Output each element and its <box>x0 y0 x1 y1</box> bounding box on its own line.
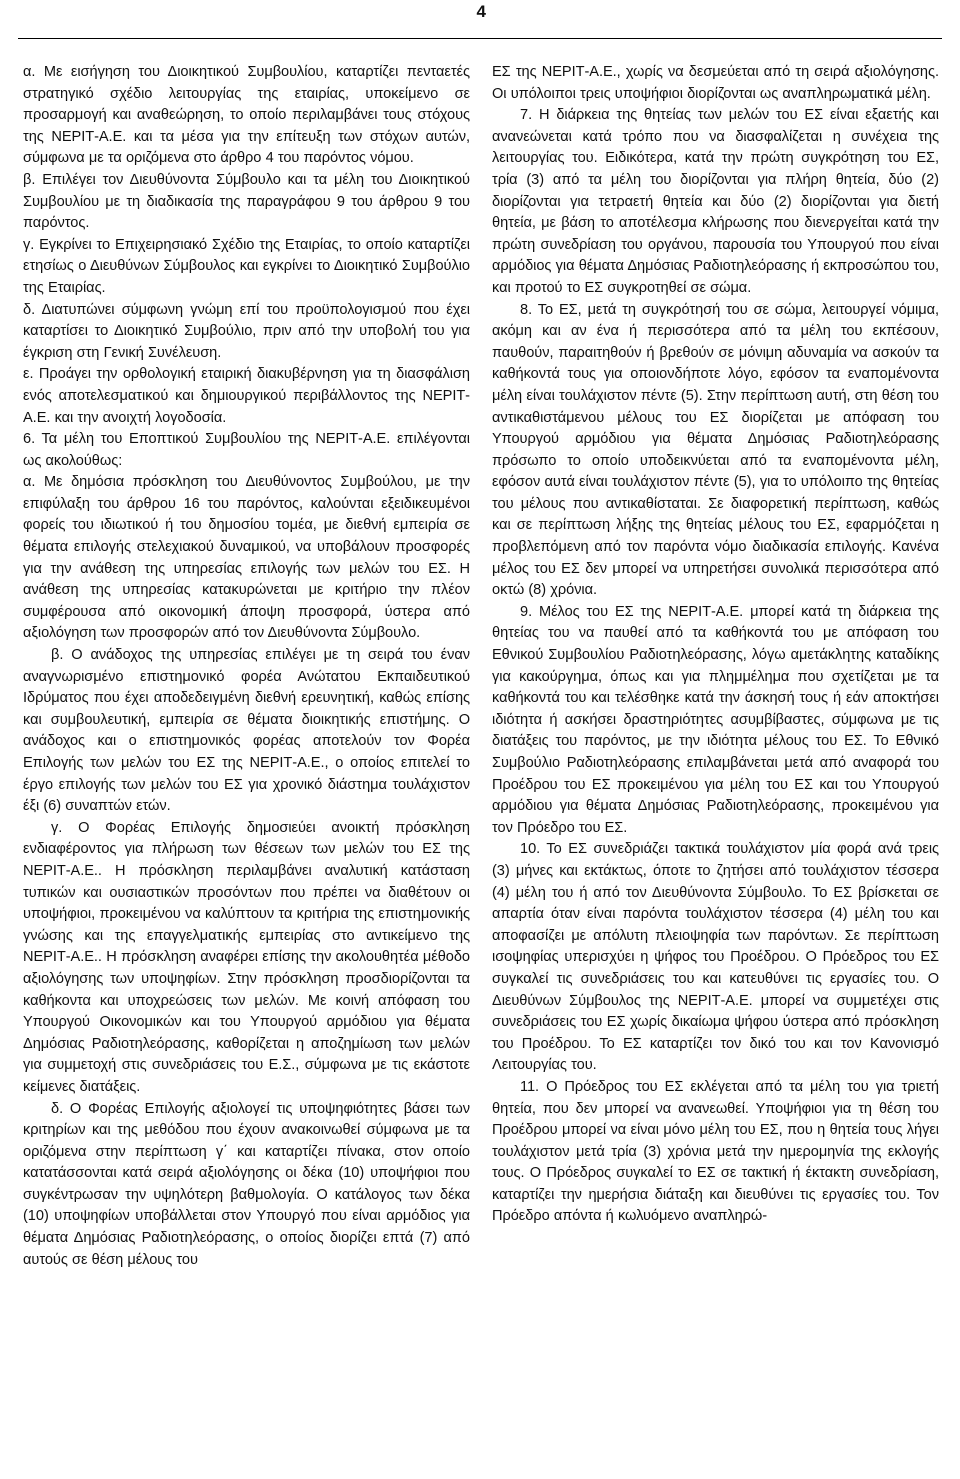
paragraph: β. Ο ανάδοχος της υπηρεσίας επιλέγει με τη σειρά του έναν αναγνωρισμένο επιστημονικό φορέα Ανώτατου Εκπαιδευτικού Ιδρύματος που έχει αποδεδειγμένη διεθνή ερευνητική, καθώς επίσης και συμβουλευτική, εμπειρία σε θέματα διοικητικής επιστήμης. Ο ανάδοχος και ο επιστημονικός φορέας αποτελούν τον Φορέα Επιλογής των μελών του ΕΣ της ΝΕΡΙΤ-Α.Ε., ο οποίος επιτελεί το έργο επιλογής των μελών του ΕΣ για χρονικό διάστημα τουλάχιστον έξι (6) συναπτών ετών. <box>23 647 470 815</box>
paragraph: 8. Το ΕΣ, μετά τη συγκρότησή του σε σώμα, λειτουργεί νόμιμα, ακόμη και αν ένα ή περισσότερα από τα μέλη του εκπέσουν, παυθούν, παραιτηθούν ή βρεθούν σε μόνιμη αδυναμία να ασκούν τα καθήκοντά τους για οποιονδήποτε λόγο, εφόσον τα εναπομένοντα μέλη είναι τουλάχιστον πέντε (5). Στην περίπτωση αυτή, στη θέση του αντικαθιστάμενου μέλους του ΕΣ διορίζεται με απόφαση του Υπουργού αρμόδιου για θέματα Δημόσιας Ραδιοτηλεόρασης πρόσωπο το οποίο υποδεικνύεται από τα εναπομένοντα μέλη, εφόσον αυτά είναι τουλάχιστον πέντε (5), για το υπόλοιπο της θητείας του μέλους που αντικαθίσταται. Σε διαφορετική περίπτωση, καθώς και σε περίπτωση λήξης της θητείας μέλους του ΕΣ, εφαρμόζεται η προβλεπόμενη από τον παρόντα νόμο διαδικασία επιλογής. Κανένα μέλος του ΕΣ δεν μπορεί να υπηρετήσει συνολικά περισσότερα από οκτώ (8) χρόνια. <box>492 301 939 599</box>
page-number: 4 <box>476 2 486 21</box>
paragraph: γ. Ο Φορέας Επιλογής δημοσιεύει ανοικτή πρόσκληση ενδιαφέροντος για πλήρωση των θέσεων των μελών του ΕΣ της ΝΕΡΙΤ-Α.Ε.. Η πρόσκληση περιλαμβάνει αναλυτική κατάσταση τυπικών και ουσιαστικών προσόντων που πρέπει να διαθέτουν οι υποψήφιοι, προκειμένου να καλύπτουν τα κριτήρια της επιστημονικής γνώσης και της επαγγελματικής εμπειρίας στο αντικείμενο της ΝΕΡΙΤ-Α.Ε.. Η πρόσκληση αναφέρει επίσης την ακολουθητέα μέθοδο αξιολόγησης των υποψηφίων. Στην πρόσκληση προσδιορίζονται τα καθήκοντα και υποχρεώσεις των μελών. Με κοινή απόφαση του Υπουργού Οικονομικών και του Υπουργού αρμόδιου για θέματα Δημόσιας Ραδιοτηλεόρασης, καθορίζεται η αποζημίωση των μελών για συμμετοχή στις συνεδριάσεις του Ε.Σ., σύμφωνα με τις εκάστοτε κείμενες διατάξεις. <box>23 819 470 1095</box>
paragraph: α. Με εισήγηση του Διοικητικού Συμβουλίου, καταρτίζει πενταετές στρατηγικό σχέδιο λειτουργίας της εταιρίας, υποκείμενο σε προσαρμογή και αναθεώρηση, το οποίο περιλαμβάνει τους στόχους της ΝΕΡΙΤ-Α.Ε. και τα μέσα για την επίτευξη των στόχων αυτών, σύμφωνα με τα οριζόμενα στο άρθρο 4 του παρόντος νόμου. <box>23 64 470 167</box>
paragraph: ΕΣ της ΝΕΡΙΤ-Α.Ε., χωρίς να δεσμεύεται από τη σειρά αξιολόγησης. Οι υπόλοιποι τρεις υποψήφιοι διορίζονται ως αναπληρωματικά μέλη. <box>492 64 939 102</box>
paragraph: β. Επιλέγει τον Διευθύνοντα Σύμβουλο και τα μέλη του Διοικητικού Συμβουλίου με τη διαδικασία της παραγράφου 9 του άρθρου 9 του παρόντος. <box>23 171 470 232</box>
paragraph: 11. Ο Πρόεδρος του ΕΣ εκλέγεται από τα μέλη του για τριετή θητεία, που δεν μπορεί να ανανεωθεί. Υποψήφιοι για τη θέση του Προέδρου μπορεί να είναι μόνο μέλη του ΕΣ, που η θητεία τους λήγει τουλάχιστον μετά τρία (3) χρόνια μετά την ημερομηνία της εκλογής τους. Ο Πρόεδρος συγκαλεί το ΕΣ σε τακτική ή έκτακτη συνεδρίαση, καταρτίζει την ημερήσια διάταξη και διευθύνει τις εργασίες του. Τον Πρόεδρο απόντα ή κωλυόμενο αναπληρώ- <box>492 1078 939 1225</box>
paragraph: α. Με δημόσια πρόσκληση του Διευθύνοντος Συμβούλου, με την επιφύλαξη του άρθρου 16 του παρόντος, καλούνται εξειδικευμένοι φορείς του ιδιωτικού ή του δημοσίου τομέα, με διεθνή εμπειρία σε θέματα επιλογής στελεχιακού δυναμικού, να υποβάλουν προσφορές για την ανάθεση της υπηρεσίας επιλογής των μελών του ΕΣ. Η ανάθεση της υπηρεσίας κατακυρώνεται με κριτήριο την πλέον συμφέρουσα από οικονομική άποψη προσφορά, ύστερα από αξιολόγηση των προσφορών από τον Διευθύνοντα Σύμβουλο. <box>23 474 470 642</box>
paragraph: δ. Ο Φορέας Επιλογής αξιολογεί τις υποψηφιότητες βάσει των κριτηρίων και της μεθόδου που έχουν ανακοινωθεί σύμφωνα με τα οριζόμενα στην περίπτωση γ΄ και καταρτίζει πίνακα, στον οποίο κατατάσσονται κατά σειρά αξιολόγησης οι δέκα (10) υποψήφιοι που συγκέντρωσαν την υψηλότερη βαθμολογία. Ο κατάλογος των δέκα (10) υποψηφίων υποβάλλεται στον Υπουργό που είναι αρμόδιος για θέματα Δημόσιας Ραδιοτηλεόρασης, ο οποίος διορίζει επτά (7) από αυτούς σε θέση μέλους του <box>23 1100 470 1268</box>
header-rule <box>18 38 942 39</box>
paragraph: 6. Τα μέλη του Εποπτικού Συμβουλίου της ΝΕΡΙΤ-Α.Ε. επιλέγονται ως ακολούθως: <box>23 431 470 469</box>
paragraph: δ. Διατυπώνει σύμφωνη γνώμη επί του προϋπολογισμού που έχει καταρτίσει το Διοικητικό Συμβούλιο, πριν από την υποβολή του για έγκριση στη Γενική Συνέλευση. <box>23 301 470 361</box>
paragraph: 7. Η διάρκεια της θητείας των μελών του ΕΣ είναι εξαετής και ανανεώνεται κατά τρόπο που να διασφαλίζεται η συνέχεια της λειτουργίας του. Ειδικότερα, κατά την πρώτη συγκρότηση του ΕΣ, τρία (3) από τα μέλη του διορίζονται για πλήρη θητεία, δύο (2) διορίζονται για τετραετή θητεία και δύο (2) διορίζονται για διετή θητεία, με βάση το αποτέλεσμα κλήρωσης που διενεργείται κατά την πρώτη συνεδρίαση του οργάνου, παρουσία του Υπουργού που είναι αρμόδιος για θέματα Δημόσιας Ραδιοτηλεόρασης ή εκπροσώπου του, και προτού το ΕΣ συγκροτηθεί σε σώμα. <box>492 107 939 296</box>
paragraph: γ. Εγκρίνει το Επιχειρησιακό Σχέδιο της Εταιρίας, το οποίο καταρτίζει ετησίως ο Διευθύνων Σύμβουλος και εγκρίνει το Διοικητικό Συμβούλιο της Εταιρίας. <box>23 236 470 296</box>
paragraph: 9. Μέλος του ΕΣ της ΝΕΡΙΤ-Α.Ε. μπορεί κατά τη διάρκεια της θητείας του να παυθεί από τα καθήκοντά του με απόφαση του Εθνικού Συμβουλίου Ραδιοτηλεόρασης, λόγω αμετάκλητης καταδίκης για κακούργημα, όπως και για πλημμέλημα που σχετίζεται με τα καθήκοντά του και τελέσθηκε κατά την άσκησή τους ή εάν αποκτήσει ιδιότητα ή ασκήσει δραστηριότητες ασυμβίβαστες, σύμφωνα με τις διατάξεις του παρόντος, με την ιδιότητα μέλους του ΕΣ. Το Εθνικό Συμβούλιο Ραδιοτηλεόρασης επιλαμβάνεται μετά από αναφορά του Προέδρου του ΕΣ προκειμένου για μέλη του ΕΣ και του Υπουργού αρμόδιου για θέματα Δημόσιας Ραδιοτηλεόρασης, προκειμένου για τον Πρόεδρο του ΕΣ. <box>492 603 939 836</box>
left-column <box>23 62 470 1271</box>
right-column <box>492 62 939 1228</box>
paragraph: ε. Προάγει την ορθολογική εταιρική διακυβέρνηση για τη διασφάλιση ενός αποτελεσματικού και δημιουργικού περιβάλλοντος της ΝΕΡΙΤ-Α.Ε. και την ανοιχτή λογοδοσία. <box>23 366 470 426</box>
paragraph: 10. Το ΕΣ συνεδριάζει τακτικά τουλάχιστον μία φορά ανά τρεις (3) μήνες και εκτάκτως, όποτε το ζητήσει από τουλάχιστον τέσσερα (4) μέλη του ή από τον Διευθύνοντα Σύμβουλο. Το ΕΣ βρίσκεται σε απαρτία όταν είναι παρόντα τουλάχιστον τέσσερα (4) μέλη του και αποφασίζει με απόλυτη πλειοψηφία των παρόντων. Σε περίπτωση ισοψηφίας υπερισχύει η ψήφος του Προέδρου. Ο Πρόεδρος του ΕΣ συγκαλεί τις συνεδριάσεις του και κατευθύνει τις εργασίες του. Ο Διευθύνων Σύμβουλος της ΝΕΡΙΤ-Α.Ε. μπορεί να συμμετέχει στις συνεδριάσεις του ΕΣ χωρίς δικαίωμα ψήφου ύστερα από πρόσκληση του Προέδρου. Το ΕΣ καταρτίζει τον δικό του και τον Κανονισμό Λειτουργίας του. <box>492 841 939 1074</box>
